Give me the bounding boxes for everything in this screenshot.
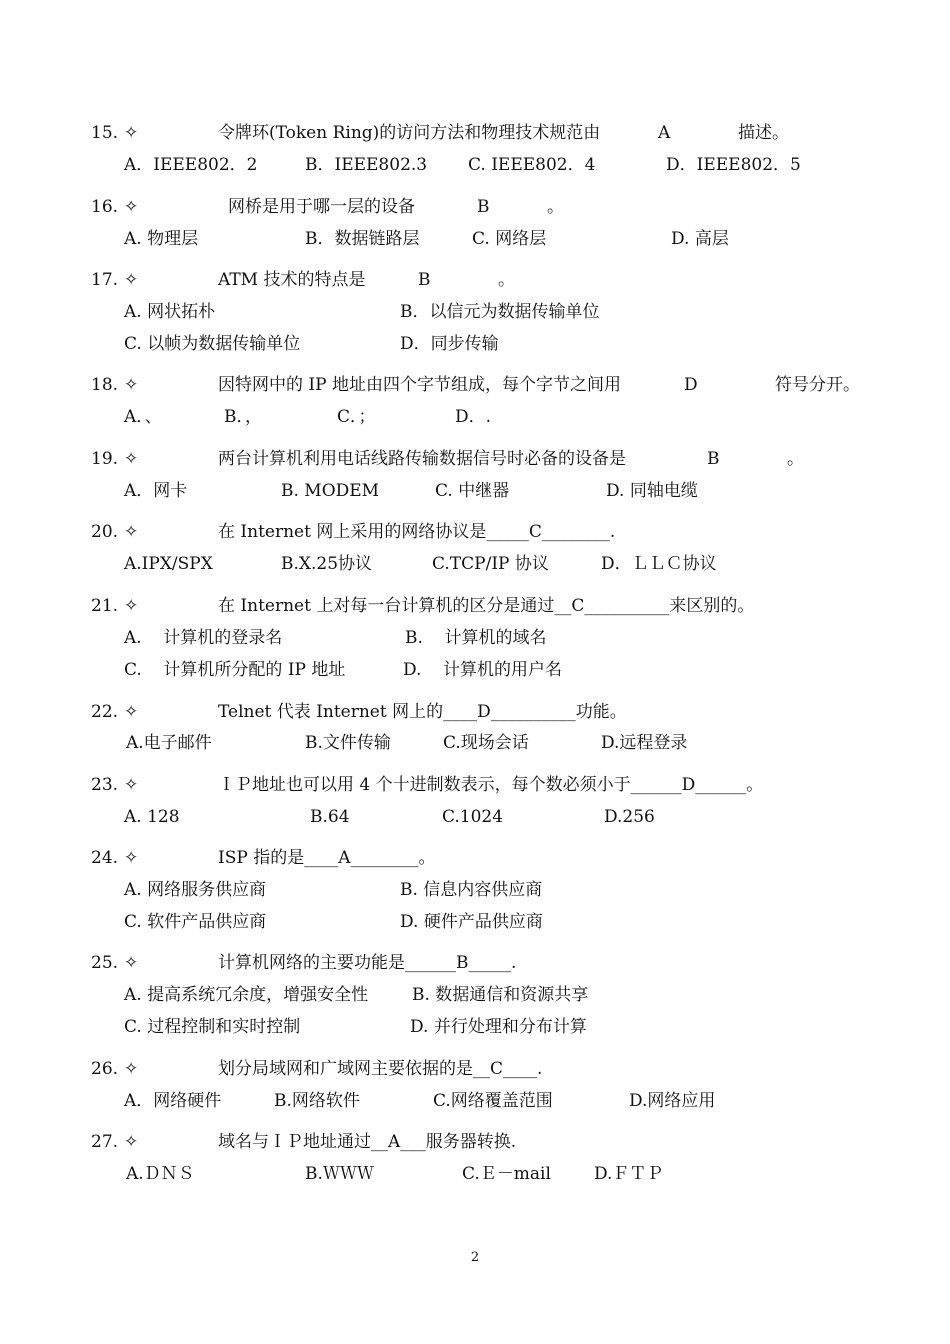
option-d: D．同步传输 (400, 334, 499, 354)
option-a: A．网络硬件 (124, 1091, 222, 1111)
option-d: D. 并行处理和分布计算 (410, 1017, 587, 1037)
question-18 (0, 373, 860, 397)
question-stem: Telnet 代表 Internet 网上的____D__________功能。 (218, 702, 627, 722)
question-17 (0, 268, 515, 292)
option-d: D. 高层 (671, 229, 729, 249)
question-tail: 符号分开。 (775, 375, 860, 395)
question-stem: 在 Internet 上对每一台计算机的区分是通过__C__________来区别的。 (218, 596, 755, 616)
option-b: B. 计算机的域名 (405, 628, 547, 648)
option-row (0, 227, 729, 251)
option-row (0, 1089, 716, 1113)
option-b: B. MODEM (281, 481, 380, 501)
question-stem: ＩＰ地址也可以用 4 个十进制数表示，每个数必须小于______D______。 (218, 775, 764, 795)
option-a: A．、 (124, 407, 162, 427)
answer-letter: B (477, 197, 490, 217)
diamond-marker-icon: ✧ (124, 123, 139, 143)
option-row (0, 552, 717, 576)
question-19 (0, 447, 804, 471)
diamond-marker-icon: ✧ (124, 1132, 139, 1152)
option-c: C. 中继器 (435, 481, 510, 501)
question-stem: ATM 技术的特点是 (218, 270, 366, 290)
diamond-marker-icon: ✧ (124, 449, 139, 469)
option-a: A.ＤＮＳ (126, 1164, 195, 1184)
question-stem: 两台计算机利用电话线路传输数据信号时必备的设备是 (218, 449, 626, 469)
diamond-marker-icon: ✧ (124, 270, 139, 290)
question-number: 21. (91, 596, 119, 616)
option-row (0, 153, 801, 177)
option-b: B.网络软件 (274, 1091, 360, 1111)
option-a: A．网卡 (124, 481, 188, 501)
option-b: B.X.25协议 (281, 554, 373, 574)
diamond-marker-icon: ✧ (124, 375, 139, 395)
question-24 (0, 846, 436, 870)
question-26 (0, 1057, 543, 1081)
option-b: B．， (224, 407, 262, 427)
option-b: B. 数据通信和资源共享 (412, 985, 589, 1005)
answer-letter: B (707, 449, 720, 469)
option-c: C.1024 (442, 807, 504, 827)
option-row (0, 626, 547, 650)
question-stem: 因特网中的 IP 地址由四个字节组成，每个字节之间用 (218, 375, 621, 395)
diamond-marker-icon: ✧ (124, 522, 139, 542)
option-a: A.IPX/SPX (124, 554, 213, 574)
option-row (0, 910, 543, 934)
option-row (0, 332, 499, 356)
option-row (0, 405, 492, 429)
diamond-marker-icon: ✧ (124, 702, 139, 722)
question-stem: 域名与ＩＰ地址通过__A___服务器转换. (218, 1132, 517, 1152)
question-number: 22. (91, 702, 119, 722)
question-number: 18. (91, 375, 119, 395)
question-number: 20. (91, 522, 119, 542)
question-tail: 。 (498, 270, 515, 290)
option-row (0, 731, 688, 755)
question-number: 26. (91, 1059, 119, 1079)
option-a: A.电子邮件 (126, 733, 212, 753)
question-stem: 计算机网络的主要功能是______B_____. (218, 953, 517, 973)
option-c: C. 以帧为数据传输单位 (124, 334, 301, 354)
answer-letter: D (684, 375, 698, 395)
diamond-marker-icon: ✧ (124, 1059, 139, 1079)
option-b: B．IEEE802.3 (305, 155, 428, 175)
option-b: B.文件传输 (305, 733, 391, 753)
question-stem: 网桥是用于哪一层的设备 (228, 197, 415, 217)
option-a: A. 网状拓朴 (124, 302, 216, 322)
diamond-marker-icon: ✧ (124, 596, 139, 616)
option-a: A．IEEE802．2 (124, 155, 258, 175)
option-c: C. 计算机所分配的 IP 地址 (124, 660, 346, 680)
option-d: D．IEEE802．5 (666, 155, 801, 175)
option-d: D. 计算机的用户名 (403, 660, 563, 680)
option-row (0, 983, 589, 1007)
question-16 (0, 195, 564, 219)
option-c: C.网络覆盖范围 (433, 1091, 553, 1111)
option-b: B．数据链路层 (305, 229, 420, 249)
option-d: D.ＦＴＰ (594, 1164, 664, 1184)
question-23 (0, 773, 764, 797)
option-c: C.Ｅ－mail (462, 1164, 551, 1184)
question-tail: 。 (547, 197, 564, 217)
question-20 (0, 520, 616, 544)
question-number: 19. (91, 449, 119, 469)
question-21 (0, 594, 755, 618)
answer-letter: A (658, 123, 671, 143)
option-a: A. 计算机的登录名 (124, 628, 283, 648)
diamond-marker-icon: ✧ (124, 197, 139, 217)
option-c: C. 过程控制和实时控制 (124, 1017, 301, 1037)
option-row (0, 805, 655, 829)
option-d: D. 硬件产品供应商 (400, 912, 543, 932)
option-a: A. 128 (124, 807, 180, 827)
question-number: 17. (91, 270, 119, 290)
option-row (0, 878, 543, 902)
option-c: C.TCP/IP 协议 (432, 554, 549, 574)
option-b: B. 信息内容供应商 (400, 880, 543, 900)
question-number: 24. (91, 848, 119, 868)
option-d: D．. (455, 407, 492, 427)
option-d: D. 同轴电缆 (606, 481, 698, 501)
option-b: B.ＷＷＷ (305, 1164, 374, 1184)
option-row (0, 1015, 587, 1039)
question-number: 16. (91, 197, 119, 217)
question-stem: ISP 指的是____A________。 (218, 848, 436, 868)
option-b: B．以信元为数据传输单位 (400, 302, 600, 322)
option-d: D.网络应用 (629, 1091, 716, 1111)
option-d: D.远程登录 (601, 733, 688, 753)
answer-letter: B (418, 270, 431, 290)
option-c: C. 网络层 (472, 229, 547, 249)
option-a: A. 提高系统冗余度，增强安全性 (124, 985, 369, 1005)
diamond-marker-icon: ✧ (124, 848, 139, 868)
question-stem: 令牌环(Token Ring)的访问方法和物理技术规范由 (218, 123, 601, 143)
question-15 (0, 121, 789, 145)
option-c: C. 软件产品供应商 (124, 912, 267, 932)
question-number: 27. (91, 1132, 119, 1152)
option-c: C.现场会话 (443, 733, 529, 753)
option-c: C．； (337, 407, 376, 427)
question-stem: 在 Internet 网上采用的网络协议是_____C________. (218, 522, 616, 542)
option-d: D.256 (604, 807, 655, 827)
option-row (0, 479, 698, 503)
question-tail: 。 (787, 449, 804, 469)
option-a: A. 网络服务供应商 (124, 880, 267, 900)
option-b: B.64 (310, 807, 350, 827)
question-tail: 描述。 (738, 123, 789, 143)
option-a: A. 物理层 (124, 229, 199, 249)
option-row (0, 1162, 664, 1186)
option-row (0, 300, 600, 324)
question-25 (0, 951, 517, 975)
question-number: 15. (91, 123, 119, 143)
option-c: C. IEEE802．4 (468, 155, 596, 175)
question-number: 23. (91, 775, 119, 795)
option-row (0, 658, 563, 682)
option-d: D．ＬＬＣ协议 (601, 554, 717, 574)
question-22 (0, 700, 627, 724)
question-27 (0, 1130, 517, 1154)
page-number: 2 (470, 1250, 480, 1265)
question-stem: 划分局域网和广域网主要依据的是__C____. (218, 1059, 543, 1079)
diamond-marker-icon: ✧ (124, 953, 139, 973)
diamond-marker-icon: ✧ (124, 775, 139, 795)
question-number: 25. (91, 953, 119, 973)
